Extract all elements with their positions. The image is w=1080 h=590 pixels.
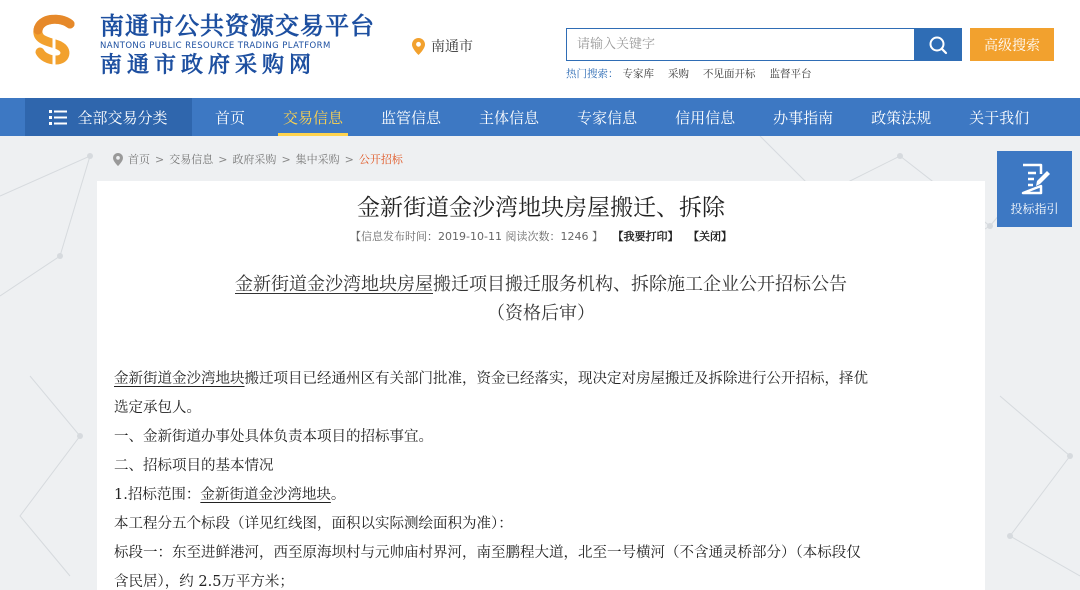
paragraph: 标段一：东至进鲜港河，西至原海坝村与元帅庙村界河，南至鹏程大道，北至一号横河（不含通灵桥部分）（本标段仅: [114, 545, 861, 561]
platform-logo-icon[interactable]: [30, 14, 78, 76]
paragraph: 二、招标项目的基本情况: [114, 458, 274, 474]
breadcrumb-separator: >: [344, 152, 354, 166]
menu-list-icon: [49, 110, 67, 125]
breadcrumb-item[interactable]: 政府采购: [232, 153, 277, 166]
article-panel: [97, 181, 985, 590]
search-icon: [928, 35, 948, 55]
breadcrumb-current[interactable]: 公开招标: [358, 153, 403, 166]
nav-item-trading-info[interactable]: 交易信息: [268, 98, 358, 136]
logo-subtitle-cn: 南通市政府采购网: [100, 53, 317, 78]
hot-search-item[interactable]: 不见面开标: [703, 68, 756, 80]
advanced-search-button[interactable]: 高级搜索: [970, 28, 1054, 61]
nav-item-policy[interactable]: 政策法规: [871, 108, 932, 127]
hot-search-label: 热门搜索：: [566, 68, 619, 80]
breadcrumb: [113, 151, 403, 167]
close-link[interactable]: 【关闭】: [687, 230, 732, 243]
nav-item-expert-info[interactable]: 专家信息: [577, 108, 638, 127]
logo-title-en: NANTONG PUBLIC RESOURCE TRADING PLATFORM: [100, 41, 331, 51]
location-label: 南通市: [431, 39, 473, 55]
article-body: [114, 365, 974, 590]
nav-item-entity-info[interactable]: 主体信息: [479, 108, 540, 127]
all-categories-menu[interactable]: [25, 98, 192, 136]
article-title: 金新街道金沙湾地块房屋搬迁、拆除: [357, 195, 725, 221]
main-nav: [0, 98, 1080, 136]
nav-item-home[interactable]: 首页: [215, 108, 246, 127]
nav-item-credit-info[interactable]: 信用信息: [675, 108, 736, 127]
hot-search-item[interactable]: 采购: [668, 68, 689, 80]
paragraph: [114, 481, 974, 510]
article-meta: [97, 228, 985, 244]
notice-title-line: [97, 270, 985, 299]
breadcrumb-item[interactable]: 集中采购: [295, 153, 340, 166]
hot-search-item[interactable]: 专家库: [622, 68, 654, 80]
document-edit-icon: [1019, 162, 1051, 196]
breadcrumb-item[interactable]: 首页: [128, 153, 150, 166]
platform-logo-text[interactable]: [100, 12, 375, 79]
all-categories-label: 全部交易分类: [77, 108, 168, 127]
location-pin-icon: [113, 153, 123, 166]
logo-title-cn: 南通市公共资源交易平台: [100, 12, 375, 40]
nav-item-about[interactable]: 关于我们: [969, 108, 1030, 127]
paragraph-text: 1.招标范围：: [114, 487, 201, 503]
site-header: [0, 0, 1080, 98]
nav-items: [200, 98, 1052, 136]
hot-search-item[interactable]: 监督平台: [769, 68, 812, 80]
breadcrumb-separator: >: [218, 152, 228, 166]
breadcrumb-separator: >: [281, 152, 291, 166]
underlined-text: 金新街道金沙湾地块: [114, 371, 245, 387]
paragraph: 选定承包人。: [114, 400, 201, 416]
paragraph: 含民居），约 2.5万平方米；: [114, 574, 294, 590]
notice-title-rest: 搬迁项目搬迁服务机构、拆除施工企业公开招标公告: [433, 274, 847, 295]
bidding-guide-button[interactable]: [997, 151, 1072, 227]
notice-subtitle: （资格后审）: [487, 303, 595, 324]
location-selector[interactable]: [412, 36, 473, 56]
paragraph: [114, 365, 974, 394]
search-input[interactable]: [567, 29, 915, 60]
notice-title: [97, 270, 985, 328]
breadcrumb-item[interactable]: 交易信息: [169, 153, 214, 166]
location-pin-icon: [412, 38, 425, 55]
search-box: [566, 28, 962, 61]
underlined-text: 金新街道金沙湾地块: [200, 487, 331, 503]
paragraph-text: 。: [330, 487, 346, 503]
nav-item-guide[interactable]: 办事指南: [773, 108, 834, 127]
publish-info: 【信息发布时间：2019-10-11 阅读次数：1246 】: [350, 230, 603, 243]
hot-searches: [566, 66, 826, 81]
notice-title-underlined: 金新街道金沙湾地块房屋: [235, 274, 433, 295]
breadcrumb-separator: >: [155, 152, 165, 166]
bidding-guide-label: 投标指引: [1010, 201, 1059, 216]
print-link[interactable]: 【我要打印】: [612, 230, 679, 243]
paragraph: 本工程分五个标段（详见红线图，面积以实际测绘面积为准）：: [114, 516, 513, 532]
nav-item-supervision-info[interactable]: 监管信息: [381, 108, 442, 127]
search-button[interactable]: [914, 29, 961, 60]
paragraph-text: 搬迁项目已经通州区有关部门批准，资金已经落实，现决定对房屋搬迁及拆除进行公开招标，择优: [244, 371, 868, 387]
paragraph: 一、金新街道办事处具体负责本项目的招标事宜。: [114, 429, 433, 445]
